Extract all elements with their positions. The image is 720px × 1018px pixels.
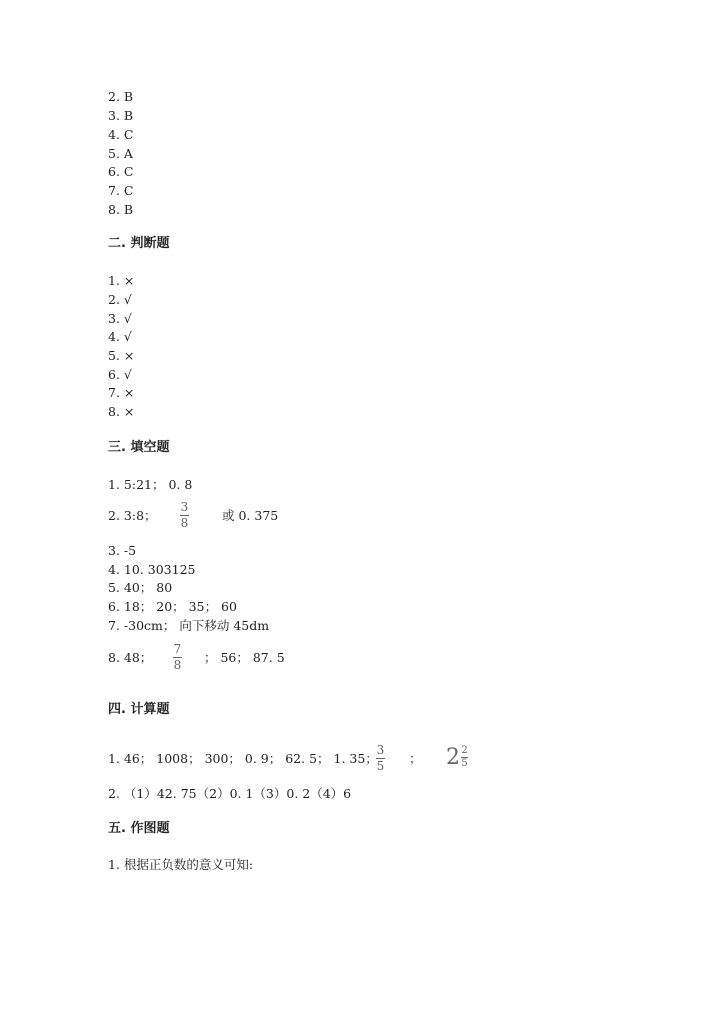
answer-line: 4. C [108,127,134,142]
answer-line: 7. C [108,183,134,198]
answer-line: 1. 5:21； 0. 8 [108,477,193,492]
answer-line: 4. √ [108,329,132,344]
fraction-denominator: 8 [180,516,189,530]
fraction-denominator: 5 [376,759,385,773]
fraction-numerator: 3 [180,500,189,514]
answer-line: 6. √ [108,367,132,382]
answer-line: 2. （1）42. 75（2）0. 1（3）0. 2（4）6 [108,786,352,801]
fraction-denominator: 5 [461,758,468,769]
answer-line: 3. B [108,108,134,123]
section-title: 四. 计算题 [108,702,170,717]
answer-line: 2. B [108,89,134,104]
answer-line: 3. √ [108,311,132,326]
mixed-number [446,745,468,770]
answer-line [108,650,152,666]
answer-line: 6. 18； 20； 35； 60 [108,599,237,614]
answer-line [108,508,157,524]
answer-line: 1. 根据正负数的意义可知: [108,857,254,872]
answer-line: 7. -30cm； 向下移动 45dm [108,618,270,633]
answer-line: 7. × [108,385,135,400]
answer-prefix: 8. 48； [108,650,153,665]
fraction-denominator: 8 [173,658,182,672]
answer-line: 1. × [108,273,135,288]
answer-prefix: 2. 3:8； [108,508,157,523]
fraction [180,501,189,530]
section-title: 三. 填空题 [108,440,170,455]
fraction [376,744,385,773]
answer-line: 5. × [108,348,135,363]
answer-line: 5. A [108,146,133,161]
fraction-numerator: 2 [461,745,468,756]
answer-line: 6. C [108,164,134,179]
separator: ； [409,751,422,766]
answer-line: 4. 10. 303125 [108,562,196,577]
answer-line: 3. -5 [108,543,137,558]
fraction-numerator: 3 [376,743,385,757]
answer-line: 1. 46； 1008； 300； 0. 9； 62. 5； 1. 35； [108,751,378,766]
answer-line: 8. × [108,404,135,419]
section-title: 二. 判断题 [108,236,170,251]
answer-line: 2. √ [108,292,132,307]
mixed-whole: 2 [446,745,460,770]
fraction-numerator: 7 [173,642,182,656]
answer-line: 8. B [108,202,134,217]
answer-line: 5. 40； 80 [108,580,173,595]
fraction [173,643,182,672]
section-title: 五. 作图题 [108,821,170,836]
answer-suffix: ； 56； 87. 5 [204,650,285,665]
answer-suffix: 或 0. 375 [222,508,279,523]
